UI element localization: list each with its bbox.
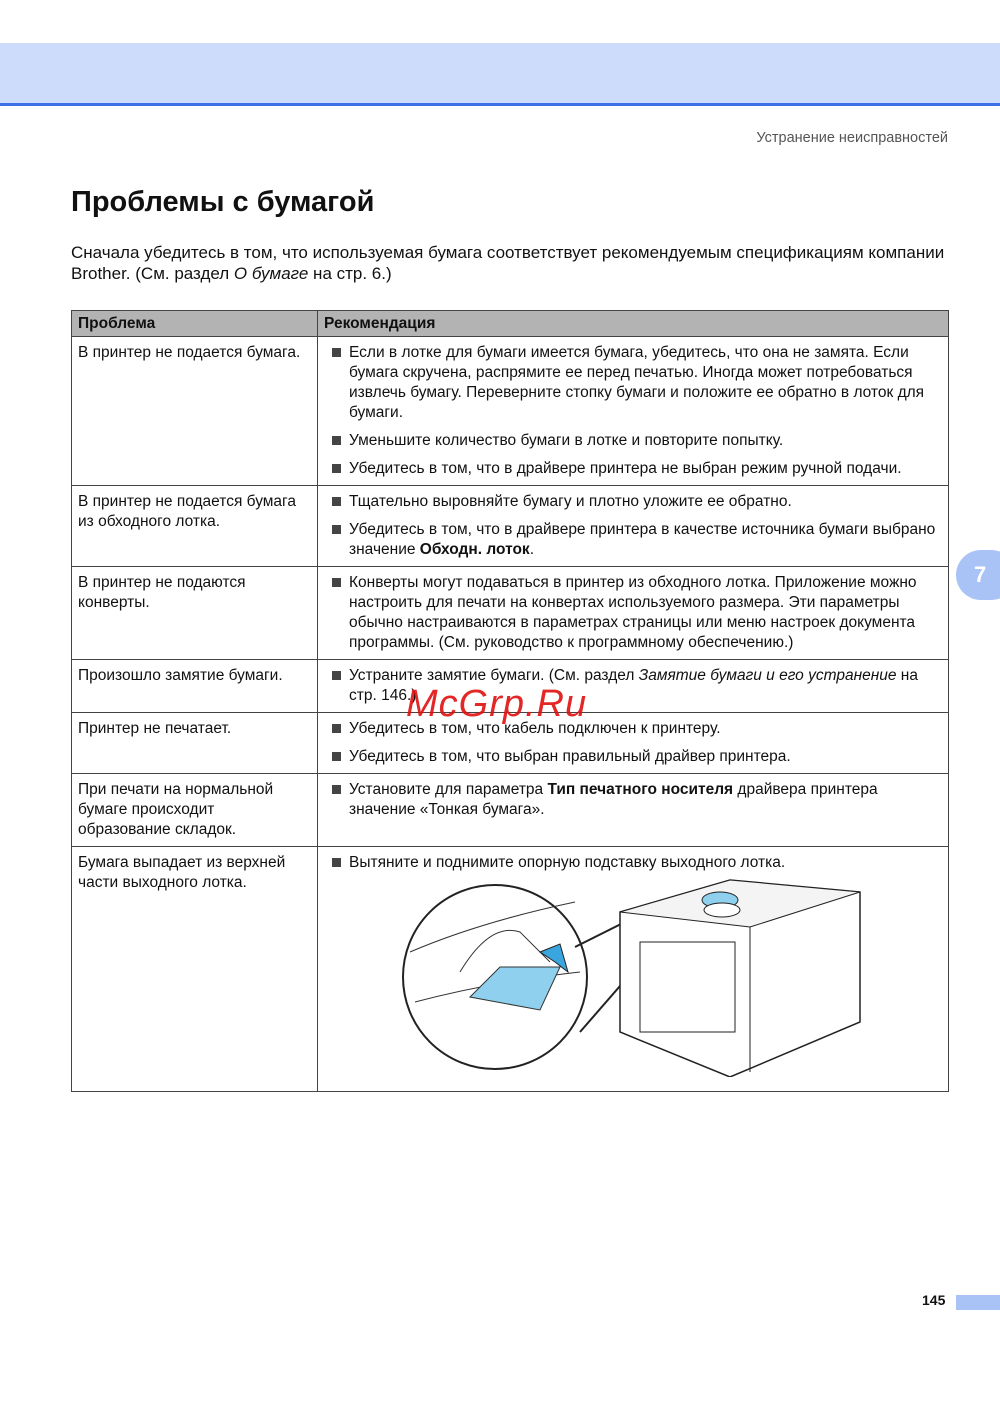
table-row: [72, 486, 949, 567]
page-number: 145: [922, 1292, 946, 1308]
square-bullet-icon: [332, 724, 341, 733]
text-segment: Убедитесь в том, что кабель подключен к принтеру.: [349, 720, 721, 737]
recommendation-item: [324, 459, 942, 479]
recommendation-text: [349, 853, 785, 873]
page-number-bar: [956, 1295, 1000, 1310]
recommendation-text: [349, 780, 942, 820]
text-segment: Вытяните и поднимите опорную подставку выходного лотка.: [349, 854, 786, 871]
text-segment: Сначала убедитесь в том, что используемая бумага соответствует рекомендуемым спецификациям компании Brother. (См. раздел: [71, 243, 945, 283]
intro-paragraph: [71, 242, 951, 284]
square-bullet-icon: [332, 525, 341, 534]
text-segment: Тщательно выровняйте бумагу и плотно уложите ее обратно.: [349, 493, 792, 510]
recommendation-item: [324, 343, 942, 423]
recommendation-item: [324, 780, 942, 820]
text-segment: Убедитесь в том, что выбран правильный драйвер принтера.: [349, 748, 791, 765]
problem-cell: В принтер не подается бумага из обходного лотка.: [72, 486, 318, 567]
text-segment: Установите для параметра: [349, 781, 548, 798]
square-bullet-icon: [332, 436, 341, 445]
recommendation-cell: [318, 337, 949, 486]
recommendation-text: [349, 520, 942, 560]
header-band: [0, 43, 1000, 106]
problem-cell: Принтер не печатает.: [72, 713, 318, 774]
recommendation-text: [349, 747, 791, 767]
recommendation-text: [349, 343, 942, 423]
text-segment: Устраните замятие бумаги. (См. раздел: [349, 667, 639, 684]
recommendation-item: [324, 853, 942, 873]
recommendation-item: [324, 573, 942, 653]
problem-cell: Произошло замятие бумаги.: [72, 660, 318, 713]
text-segment: на стр. 146.): [349, 667, 918, 704]
printer-output-tray-illustration: [400, 872, 870, 1077]
section-title: Устранение неисправностей: [756, 130, 948, 146]
problem-cell: В принтер не подается бумага.: [72, 337, 318, 486]
recommendation-item: [324, 520, 942, 560]
chapter-tab[interactable]: 7: [956, 550, 1000, 600]
square-bullet-icon: [332, 752, 341, 761]
square-bullet-icon: [332, 671, 341, 680]
column-header-recommendation: Рекомендация: [318, 311, 949, 337]
square-bullet-icon: [332, 858, 341, 867]
text-segment: .: [529, 541, 535, 558]
square-bullet-icon: [332, 785, 341, 794]
recommendation-cell: [318, 486, 949, 567]
text-segment: Тип печатного носителя: [547, 781, 734, 798]
text-segment: драйвера принтера значение «Тонкая бумага».: [349, 781, 878, 818]
square-bullet-icon: [332, 497, 341, 506]
recommendation-item: [324, 747, 942, 767]
recommendation-text: [349, 431, 783, 451]
square-bullet-icon: [332, 348, 341, 357]
problem-cell: Бумага выпадает из верхней части выходного лотка.: [72, 847, 318, 1092]
text-segment: Уменьшите количество бумаги в лотке и повторите попытку.: [349, 432, 784, 449]
recommendation-cell: [318, 774, 949, 847]
square-bullet-icon: [332, 578, 341, 587]
recommendation-item: [324, 431, 942, 451]
text-segment: Замятие бумаги и его устранение: [638, 667, 897, 684]
page-title: Проблемы с бумагой: [71, 186, 375, 218]
problem-cell: В принтер не подаются конверты.: [72, 567, 318, 660]
text-segment: Если в лотке для бумаги имеется бумага, убедитесь, что она не замята. Если бумага скручена, распрямите ее перед печатью. Иногда может потребоваться извлечь бумагу. Переверните стопку бумаги и положите ее обратно в лоток для бумаги.: [349, 344, 925, 421]
text-segment: О бумаге: [233, 264, 309, 283]
recommendation-text: [349, 492, 792, 512]
text-segment: Убедитесь в том, что в драйвере принтера не выбран режим ручной подачи.: [349, 460, 902, 477]
table-row: [72, 774, 949, 847]
watermark: McGrp.Ru: [406, 683, 588, 725]
square-bullet-icon: [332, 464, 341, 473]
text-segment: Убедитесь в том, что в драйвере принтера в качестве источника бумаги выбрано значение: [349, 521, 936, 558]
recommendation-text: [349, 459, 902, 479]
recommendation-text: [349, 573, 942, 653]
text-segment: на стр. 6.): [308, 264, 392, 283]
recommendation-cell: [318, 567, 949, 660]
recommendation-item: [324, 492, 942, 512]
column-header-problem: Проблема: [72, 311, 318, 337]
problem-cell: При печати на нормальной бумаге происходит образование складок.: [72, 774, 318, 847]
table-row: [72, 567, 949, 660]
text-segment: Обходн. лоток: [419, 541, 530, 558]
text-segment: Конверты могут подаваться в принтер из обходного лотка. Приложение можно настроить для печати на конвертах используемого размера. Эти параметры обычно настраиваются в параметрах страницы или меню настроек документа программы. (См. руководство к программному обеспечению.): [349, 574, 917, 651]
table-row: [72, 337, 949, 486]
